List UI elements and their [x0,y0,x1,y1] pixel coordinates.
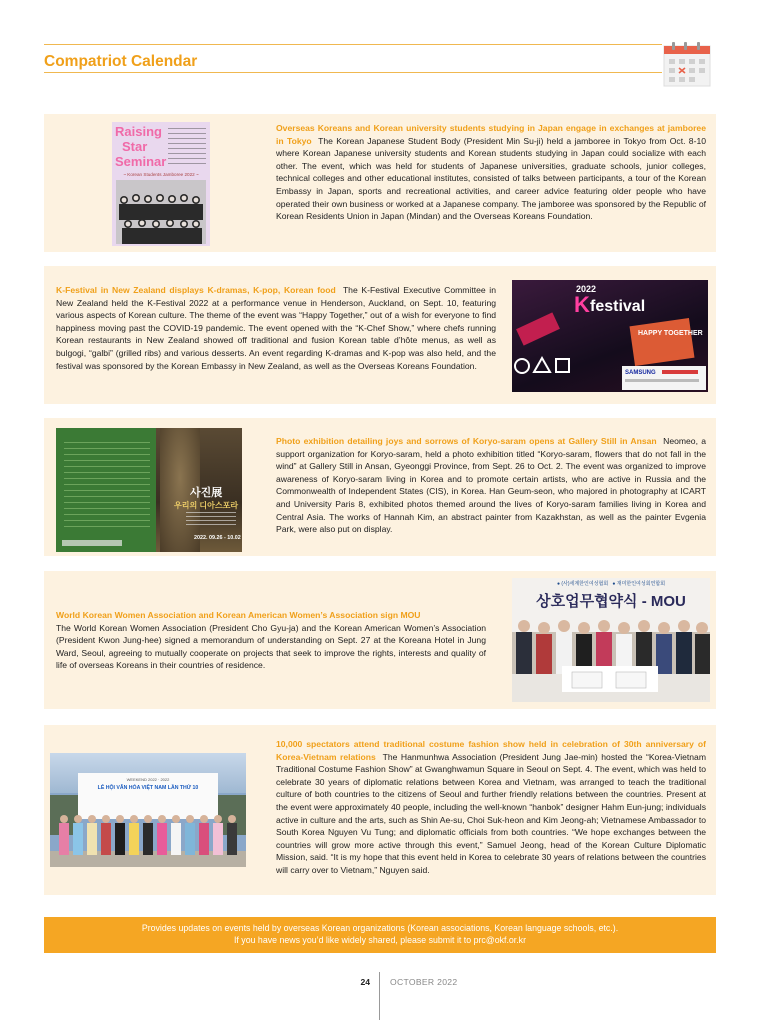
article-headline: K-Festival in New Zealand displays K-dramas, K-pop, Korean food [56,285,336,295]
submission-notice [44,917,716,953]
article-card [44,571,716,709]
notice-line-1: Provides updates on events held by overseas Korean organizations (Korean associations, Korean language schools, etc.). [141,923,619,933]
article-card [44,725,716,895]
title-top-rule [44,44,662,45]
poster-brand: festival [590,298,646,315]
calendar-icon [662,38,712,88]
sponsor-logo: SAMSUNG [625,370,656,376]
poster-text-2: Star [122,139,148,154]
poster-title: 사진展 [190,487,223,499]
article-headline: Overseas Koreans and Korean university students studying in Japan engage in exchanges at jamboree in Tokyo [276,123,706,146]
article-text [276,122,706,223]
exhibition-poster-photo [56,428,242,552]
article-headline: Photo exhibition detailing joys and sorrows of Koryo-saram opens at Gallery Still in Ansan [276,436,657,446]
article-body: The World Korean Women Association (President Cho Gyu-ja) and the Korean American Women’s Association (President Kwon Jung-hee) signed a memorandum of understanding on Sept. 27 at the Koreana Hotel in Jung Ward, Seoul, agreeing to mutually cooperate on projects that seek to improve the rights, interests and quality of life of overseas Koreans in their countries of residence. [56,622,486,671]
article-text [276,435,706,536]
notice-line-2: If you have news you’d like widely shared, please submit it to prc@okf.or.kr [233,934,527,945]
page-divider [379,972,380,1020]
kfestival-poster-photo: 2022 K festival HAPPY TOGETHER SAMSUNG [512,280,708,392]
article-text [56,609,486,672]
article-card [44,418,716,556]
article-headline: 10,000 spectators attend traditional costume fashion show held in celebration of 30th anniversary of Korea-Vietnam relations [276,739,706,762]
article-body: The Hanmunhwa Association (President Jung Jae-min) hosted the “Korea-Vietnam Traditional Costume Fashion Show” at Gwanghwamun Square in Seoul on Sept. 4. The event, which was held to celebrate 30 years of diplomatic relations between Korea and Vietnam, was arranged to teach the traditional culture of both countries to the citizens of Seoul and further friendly relations between the countries. Present at the event were approximately 40 people, including the well-known “hanbok” designer Hahm Eun-jung; individuals active in culture and the arts, such as Shin Ae-su, Choi Suk-heon and Kim Jeong-ah; Vietnamese Ambassador to South Korea Nguyen Vu Tung; and diplomatic officials from both countries. “We hope exchanges between the countries will grow more active through this event,” Samuel Jeong, head of the Korean Culture Diplomatic Mission, said. “It is my hope that this event held in Korea to celebrate 30 years of relations between the countries will carry over to Vietnam,” Nguyen said. [276,751,706,875]
shape-icons [512,350,582,380]
people-group [512,614,710,702]
poster-dates: 2022. 09.26 - 10.02 [194,535,241,541]
article-text [276,738,706,877]
poster-text-1: Raising [115,124,162,139]
issue-date: OCTOBER 2022 [390,977,458,987]
performers-group [50,811,246,867]
seminar-poster-photo [112,122,210,246]
fashion-show-photo: WEEKEND 2022 · 2022 LỄ HỘI VĂN HÓA VIỆT NAM LẦN THỨ 10 [50,753,246,867]
group-photo [116,180,206,244]
article-headline: World Korean Women Association and Korean American Women’s Association sign MOU [56,610,421,620]
mou-signing-photo: ● (사)세계한인여성협회 ● 재미한인여성회연합회 상호업무협약식 - MOU [512,578,710,702]
article-card [44,114,716,252]
poster-caption: ~ Korean Students Jamboree 2022 ~ [123,172,199,177]
article-body: The Korean Japanese Student Body (President Min Su-ji) held a jamboree in Tokyo from Oct. 8-10 where Korean Japanese university students and Korean students studying in Japan could socialize with each other. The event, which was held for students of Japanese universities, graduate schools, junior colleges, technical colleges and other educational institutes, consisted of talks between participants, a tour of the Korean Embassy in Japan, sports and recreational activities, and career advice featuring older people who have operated their own business or worked at a Japanese company. The jamboree was sponsored by the Republic of Korean Residents Union in Japan (Mindan) and the Overseas Koreans Foundation. [276,135,707,222]
article-card [44,266,716,404]
poster-subtitle: 우리의 디아스포라 [174,501,239,510]
article-body: Neomeo, a support organization for Koryo-saram, held a photo exhibition titled “Koryo-saram, flowers that do not fall in the wind” at Gallery Still in Ansan, Gyeonggi Province, from Sept. 26 to Oct. 2. The event was organized to improve awareness of Koryo-saram living in Korea and to promote certain artists, who are active in Russia and the Commonwealth of Independent States (CIS), in Korea. Han Geum-seon, who majored in photography at ICART and University Paris 8, exhibited photos themed around the lives of Koryo-saram families living in Korea and Central Asia. The works of Hannah Kim, an abstract painter from Kazakhstan, as well as the painter Evgenia Park, were also put on display. [276,436,706,535]
festival-banner: LỄ HỘI VĂN HÓA VIỆT NAM LẦN THỨ 10 [97,785,199,791]
poster-year: 2022 [576,284,597,294]
page-number: 24 [360,977,370,987]
page-title: Compatriot Calendar [44,53,198,70]
title-bottom-rule [44,72,662,73]
article-body: The K-Festival Executive Committee in New Zealand held the K-Festival 2022 at a performance venue in Henderson, Auckland, on Sept. 10, featuring various aspects of Korean culture. The theme of the event was “Happy Together,” out of a wish for everyone to find happiness moving past the COVID-19 pandemic. The event opened with the “K-Chef Show,” where chefs running Korean restaurants in New Zealand showed off traditional and fusion Korean table d’hôte menus, as well as bulgogi, “galbi” (grilled ribs) and various desserts. An event regarding K-dramas and K-pop was also held, and the festival was sponsored by the Korean Embassy in New Zealand, as well as the Overseas Koreans Foundation. [56,285,496,371]
poster-text-3: Seminar [115,154,167,169]
article-text [56,284,496,372]
mou-banner: 상호업무협약식 - MOU [536,593,686,610]
